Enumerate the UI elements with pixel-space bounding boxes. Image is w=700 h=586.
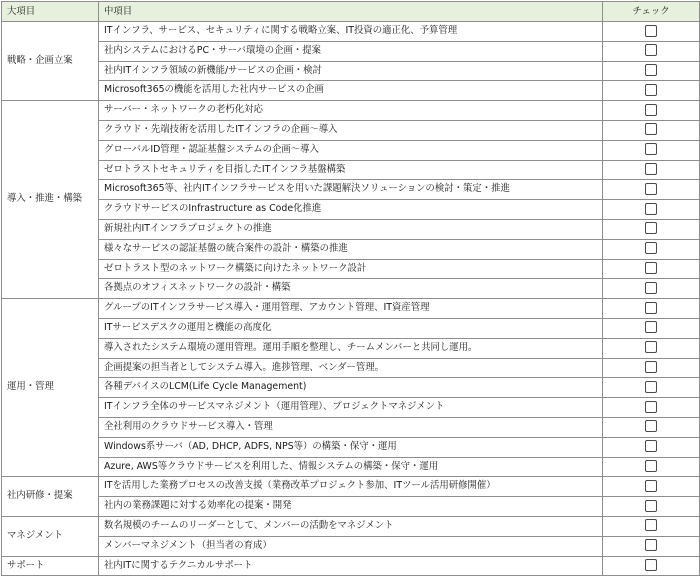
checkbox[interactable] (645, 64, 657, 76)
category-cell: 運用・管理 (2, 299, 99, 477)
category-cell: 導入・推進・構築 (2, 101, 99, 299)
check-cell (603, 200, 700, 220)
check-cell (603, 299, 700, 319)
table-row (2, 497, 700, 517)
checkbox[interactable] (645, 361, 657, 373)
checkbox[interactable] (645, 163, 657, 175)
checkbox[interactable] (645, 104, 657, 116)
check-cell (603, 318, 700, 338)
item-cell: ITインフラ、サービス、セキュリティに関する戦略立案、IT投資の適正化、予算管理 (99, 22, 603, 42)
checkbox[interactable] (645, 341, 657, 353)
checkbox[interactable] (645, 420, 657, 432)
item-cell: ゼロトラスト型のネットワーク構築に向けたネットワーク設計 (99, 259, 603, 279)
check-cell (603, 279, 700, 299)
checkbox[interactable] (645, 123, 657, 135)
checkbox[interactable] (645, 282, 657, 294)
check-cell (603, 536, 700, 556)
item-cell: 各種デバイスのLCM(Life Cycle Management) (99, 378, 603, 398)
table-row (2, 358, 700, 378)
item-cell: Windows系サーバ（AD, DHCP, ADFS, NPS等）の構築・保守・運用 (99, 437, 603, 457)
table-row (2, 259, 700, 279)
checkbox[interactable] (645, 559, 657, 571)
check-cell (603, 239, 700, 259)
item-cell: ITを活用した業務プロセスの改善支援（業務改革プロジェクト参加、ITツール活用研修開催） (99, 477, 603, 497)
table-row (2, 477, 700, 497)
table-row (2, 417, 700, 437)
check-cell (603, 477, 700, 497)
check-cell (603, 22, 700, 42)
item-cell: 数名規模のチームのリーダーとして、メンバーの活動をマネジメント (99, 516, 603, 536)
checkbox[interactable] (645, 381, 657, 393)
table-row (2, 140, 700, 160)
check-cell (603, 140, 700, 160)
check-cell (603, 120, 700, 140)
item-cell: Microsoft365等、社内ITインフラサービスを用いた課題解決ソリューションの検討・策定・推進 (99, 180, 603, 200)
check-cell (603, 417, 700, 437)
table-row (2, 200, 700, 220)
check-cell (603, 497, 700, 517)
table-row (2, 398, 700, 418)
check-cell (603, 516, 700, 536)
item-cell: グループのITインフラサービス導入・運用管理、アカウント管理、IT資産管理 (99, 299, 603, 319)
header-middle-item: 中項目 (99, 2, 603, 22)
check-cell (603, 398, 700, 418)
item-cell: 様々なサービスの認証基盤の統合案件の設計・構築の推進 (99, 239, 603, 259)
table-row (2, 180, 700, 200)
checkbox[interactable] (645, 262, 657, 274)
table-row (2, 556, 700, 576)
item-cell: サーバー・ネットワークの老朽化対応 (99, 101, 603, 121)
header-check: チェック (603, 2, 700, 22)
table-row (2, 101, 700, 121)
checkbox[interactable] (645, 183, 657, 195)
item-cell: 社内システムにおけるPC・サーバ環境の企画・提案 (99, 41, 603, 61)
check-cell (603, 160, 700, 180)
checkbox[interactable] (645, 84, 657, 96)
item-cell: 社内ITに関するテクニカルサポート (99, 556, 603, 576)
checkbox[interactable] (645, 460, 657, 472)
check-cell (603, 378, 700, 398)
item-cell: ITインフラ全体のサービスマネジメント（運用管理）、プロジェクトマネジメント (99, 398, 603, 418)
checkbox[interactable] (645, 44, 657, 56)
item-cell: Azure, AWS等クラウドサービスを利用した、情報システムの構築・保守・運用 (99, 457, 603, 477)
item-cell: Microsoft365の機能を活用した社内サービスの企画 (99, 81, 603, 101)
table-row (2, 338, 700, 358)
checkbox[interactable] (645, 440, 657, 452)
table-row (2, 81, 700, 101)
checkbox[interactable] (645, 539, 657, 551)
checkbox[interactable] (645, 25, 657, 37)
table-row (2, 22, 700, 42)
category-cell: 戦略・企画立案 (2, 22, 99, 101)
item-cell: 社内の業務課題に対する効率化の提案・開発 (99, 497, 603, 517)
header-major-category: 大項目 (2, 2, 99, 22)
table-row (2, 61, 700, 81)
item-cell: 全社利用のクラウドサービス導入・管理 (99, 417, 603, 437)
table-row (2, 299, 700, 319)
checkbox[interactable] (645, 480, 657, 492)
checkbox[interactable] (645, 222, 657, 234)
table-row (2, 378, 700, 398)
check-cell (603, 180, 700, 200)
item-cell: ITサービスデスクの運用と機能の高度化 (99, 318, 603, 338)
item-cell: クラウド・先端技術を活用したITインフラの企画〜導入 (99, 120, 603, 140)
category-cell: マネジメント (2, 516, 99, 556)
item-cell: 導入されたシステム環境の運用管理。運用手順を整理し、チームメンバーと共同し運用。 (99, 338, 603, 358)
header-row (2, 2, 700, 22)
table-row (2, 318, 700, 338)
item-cell: 社内ITインフラ領域の新機能/サービスの企画・検討 (99, 61, 603, 81)
check-cell (603, 338, 700, 358)
skills-checklist-table (1, 1, 700, 576)
category-cell: 社内研修・提案 (2, 477, 99, 517)
check-cell (603, 437, 700, 457)
table-row (2, 41, 700, 61)
item-cell: 各拠点のオフィスネットワークの設計・構築 (99, 279, 603, 299)
item-cell: クラウドサービスのInfrastructure as Code化推進 (99, 200, 603, 220)
checkbox[interactable] (645, 302, 657, 314)
checkbox[interactable] (645, 242, 657, 254)
check-cell (603, 81, 700, 101)
item-cell: グローバルID管理・認証基盤システムの企画〜導入 (99, 140, 603, 160)
item-cell: 新規社内ITインフラプロジェクトの推進 (99, 219, 603, 239)
table-row (2, 516, 700, 536)
item-cell: メンバーマネジメント（担当者の育成） (99, 536, 603, 556)
table-body (2, 22, 700, 576)
table-row (2, 437, 700, 457)
check-cell (603, 556, 700, 576)
checkbox[interactable] (645, 203, 657, 215)
check-cell (603, 457, 700, 477)
table-row (2, 160, 700, 180)
check-cell (603, 41, 700, 61)
check-cell (603, 259, 700, 279)
table-row (2, 457, 700, 477)
checkbox[interactable] (645, 321, 657, 333)
check-cell (603, 358, 700, 378)
table-row (2, 219, 700, 239)
category-cell: サポート (2, 556, 99, 576)
table-row (2, 239, 700, 259)
table-row (2, 279, 700, 299)
checkbox[interactable] (645, 519, 657, 531)
item-cell: 企画提案の担当者としてシステム導入。進捗管理、ベンダー管理。 (99, 358, 603, 378)
item-cell: ゼロトラストセキュリティを目指したITインフラ基盤構築 (99, 160, 603, 180)
checkbox[interactable] (645, 143, 657, 155)
checkbox[interactable] (645, 500, 657, 512)
table-row (2, 120, 700, 140)
checkbox[interactable] (645, 401, 657, 413)
check-cell (603, 101, 700, 121)
check-cell (603, 61, 700, 81)
table-row (2, 536, 700, 556)
check-cell (603, 219, 700, 239)
